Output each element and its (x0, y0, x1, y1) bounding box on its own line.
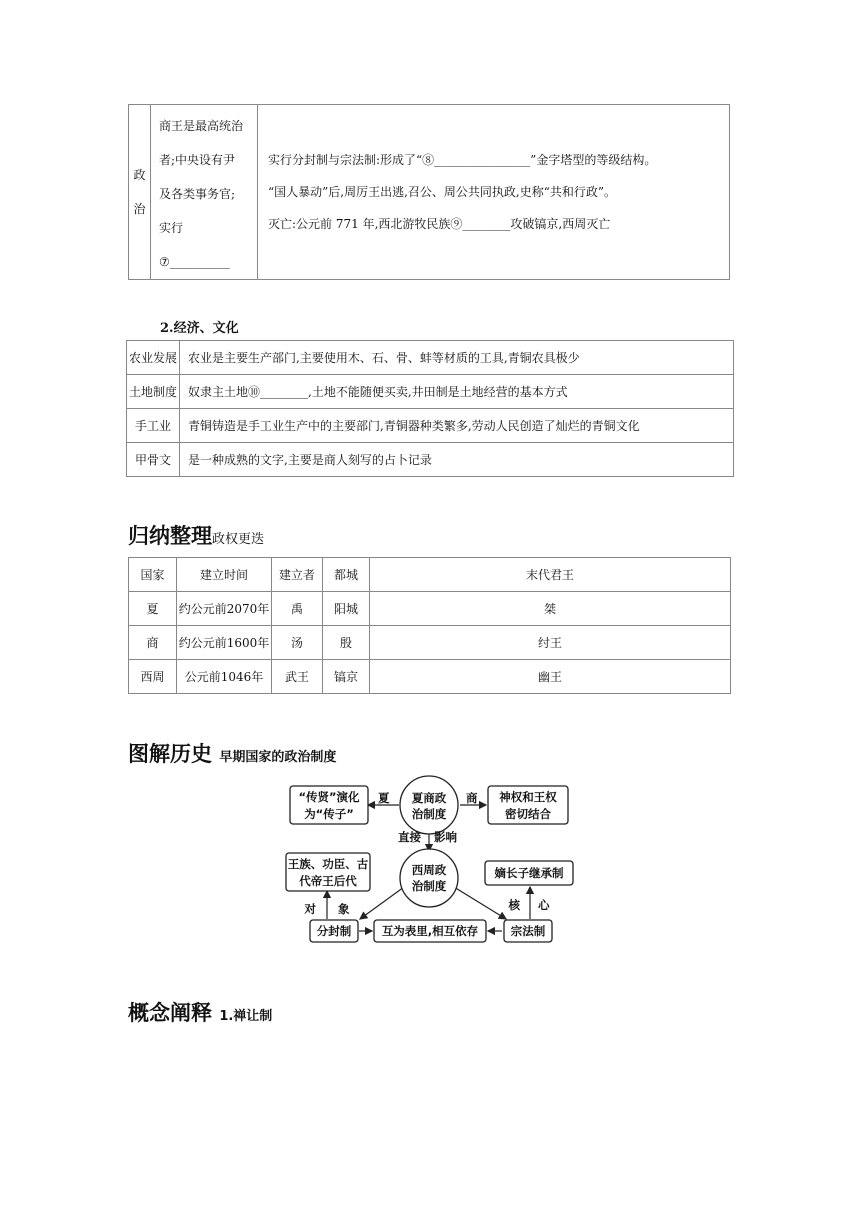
shang-cell (151, 105, 258, 280)
box-text: 密切结合 (505, 807, 551, 821)
label-xia: 夏 (378, 791, 390, 805)
header-cell: 建立者 (272, 558, 323, 592)
header-cell: 末代君王 (370, 558, 731, 592)
table-cell: 禹 (272, 592, 323, 626)
concept-heading (128, 997, 272, 1027)
economy-table (126, 340, 734, 477)
table-cell: 武王 (272, 660, 323, 694)
heading-sub: 早期国家的政治制度 (219, 750, 337, 765)
table-cell: 约公元前2070年 (177, 592, 272, 626)
cell-line: 商王是最高统治 (159, 119, 244, 133)
table-cell: 纣王 (370, 626, 731, 660)
table-row (127, 409, 734, 443)
table-cell: 公元前1046年 (177, 660, 272, 694)
dynasty-table (128, 557, 731, 694)
label-object-2: 象 (338, 902, 350, 916)
label-core-1: 核 (508, 898, 520, 912)
table-row (127, 443, 734, 477)
row-key: 手工业 (127, 409, 180, 443)
summary-heading (128, 520, 264, 550)
cell-line: 实行分封制与宗法制:形成了“⑧________________”金字塔型的等级结构。 (268, 153, 657, 167)
table-row (129, 592, 731, 626)
table-row (129, 660, 731, 694)
box-text: 神权和王权 (499, 790, 557, 804)
cell-line: ⑦__________ (159, 255, 230, 269)
row-value: 奴隶主土地⑩________,土地不能随便买卖,井田制是土地经营的基本方式 (180, 375, 734, 409)
heading-sub: 1.禅让制 (219, 1009, 273, 1024)
label-object-1: 对 (304, 902, 316, 916)
table-cell: 约公元前1600年 (177, 626, 272, 660)
header-cell: 都城 (323, 558, 370, 592)
table-row (129, 626, 731, 660)
row-key: 甲骨文 (127, 443, 180, 477)
row-key: 农业发展 (127, 341, 180, 375)
circle-text: 西周政 (411, 863, 447, 877)
box-text: 分封制 (316, 924, 352, 938)
heading-main: 概念阐释 (128, 1001, 212, 1025)
box-text: 互为表里,相互依存 (381, 924, 479, 938)
box-text: 代帝王后代 (299, 874, 357, 888)
political-system-diagram (280, 775, 580, 945)
category-cell (129, 105, 151, 280)
econ-heading: 2.经济、文化 (160, 321, 239, 336)
table-cell: 镐京 (323, 660, 370, 694)
table-row (127, 375, 734, 409)
cell-line: 实行 (159, 221, 184, 235)
table-cell: 殷 (323, 626, 370, 660)
label-shang: 商 (466, 791, 478, 805)
table-cell: 幽王 (370, 660, 731, 694)
table-cell: 夏 (129, 592, 177, 626)
diagram-heading (128, 738, 336, 768)
table-cell: 汤 (272, 626, 323, 660)
zhou-cell (258, 105, 730, 280)
box-text: 嫡长子继承制 (494, 866, 564, 880)
header-cell: 建立时间 (177, 558, 272, 592)
row-value: 青铜铸造是手工业生产中的主要部门,青铜器种类繁多,劳动人民创造了灿烂的青铜文化 (180, 409, 734, 443)
politics-table (128, 104, 730, 280)
header-cell: 国家 (129, 558, 177, 592)
circle-western-zhou (400, 849, 458, 907)
cell-line: “国人暴动”后,周厉王出逃,召公、周公共同执政,史称“共和行政”。 (268, 185, 616, 199)
circle-text: 治制度 (411, 807, 447, 821)
table-cell: 商 (129, 626, 177, 660)
box-text: 宗法制 (510, 924, 546, 938)
label-direct: 直接 (398, 830, 421, 844)
circle-text: 夏商政 (411, 791, 447, 805)
table-cell: 阳城 (323, 592, 370, 626)
arrow-to-zongfa (454, 887, 506, 919)
box-text: 为“传子” (304, 807, 354, 821)
table-cell: 桀 (370, 592, 731, 626)
row-value: 是一种成熟的文字,主要是商人刻写的占卜记录 (180, 443, 734, 477)
box-text: “传贤”演化 (298, 790, 360, 804)
table-row (129, 105, 730, 280)
box-text: 王族、功臣、古 (287, 857, 369, 871)
row-key: 土地制度 (127, 375, 180, 409)
cell-line: 及各类事务官; (159, 187, 236, 201)
label-core-2: 心 (538, 898, 550, 912)
table-cell: 西周 (129, 660, 177, 694)
category-label: 政治 (133, 168, 146, 216)
table-row (127, 341, 734, 375)
heading-main: 归纳整理 (128, 524, 212, 548)
table-header-row (129, 558, 731, 592)
cell-line: 灭亡:公元前 771 年,西北游牧民族⑨________攻破镐京,西周灭亡 (268, 217, 611, 231)
heading-sub: 政权更迭 (212, 532, 265, 547)
circle-xia-shang (400, 776, 458, 834)
arrow-to-fenfeng (360, 887, 404, 919)
heading-main: 图解历史 (128, 742, 212, 766)
circle-text: 治制度 (411, 879, 447, 893)
row-value: 农业是主要生产部门,主要使用木、石、骨、蚌等材质的工具,青铜农具极少 (180, 341, 734, 375)
label-influence: 影响 (434, 830, 457, 844)
cell-line: 者;中央设有尹 (159, 153, 236, 167)
